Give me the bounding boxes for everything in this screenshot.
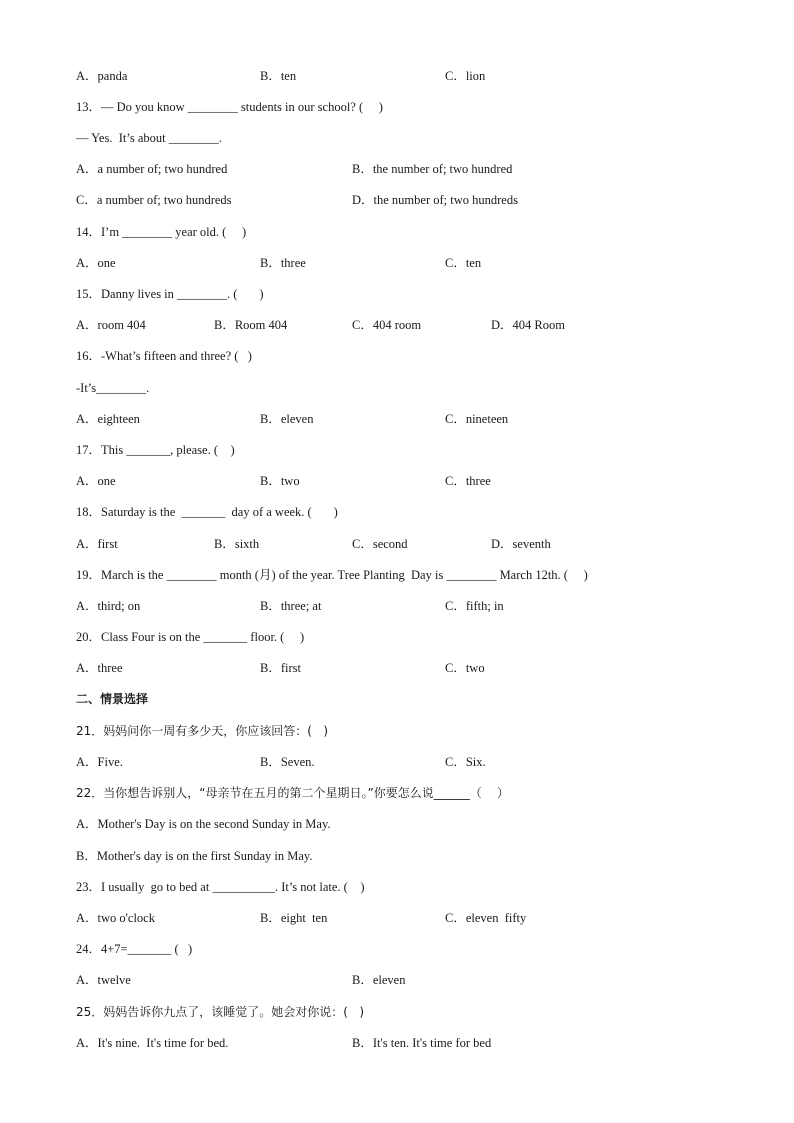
q19-option-c: C．fifth; in	[445, 599, 504, 613]
q14-stem: 14．I’m ________ year old. ( )	[76, 225, 247, 239]
q12-option-b: B．ten	[260, 69, 297, 83]
q16-stem: 16．-What’s fifteen and three? ( )	[76, 349, 252, 363]
q23-option-a: A．two o'clock	[76, 911, 155, 925]
q17-options	[76, 472, 726, 490]
q21-option-b: B．Seven.	[260, 755, 315, 769]
q13-answer-line: — Yes. It’s about ________.	[76, 131, 222, 145]
q24-stem: 24．4+7=_______ ( )	[76, 942, 193, 956]
q25-stem: 25．妈妈告诉你九点了，该睡觉了。她会对你说：( )	[76, 1005, 365, 1019]
q16-answer-line: -It’s________.	[76, 381, 150, 395]
q18-option-d: D．seventh	[491, 537, 551, 551]
q16-option-b: B．eleven	[260, 412, 314, 426]
q21-stem: 21．妈妈问你一周有多少天，你应该回答：( )	[76, 724, 329, 738]
q22-option-b: B．Mother's day is on the first Sunday in May.	[76, 849, 313, 863]
q20-stem: 20．Class Four is on the _______ floor. ( )	[76, 630, 305, 644]
q16-option-a: A．eighteen	[76, 412, 140, 426]
q17-stem: 17．This _______, please. ( )	[76, 443, 235, 457]
q14-option-c: C．ten	[445, 256, 482, 270]
q21-option-a: A．Five.	[76, 755, 123, 769]
q13-option-c: C．a number of; two hundreds	[76, 193, 232, 207]
q18-option-a: A．first	[76, 537, 118, 551]
q12-option-c: C．lion	[445, 69, 486, 83]
q20-option-b: B．first	[260, 661, 301, 675]
section-heading: 二、情景选择	[76, 692, 149, 706]
q17-option-b: B．two	[260, 474, 300, 488]
q14-option-b: B．three	[260, 256, 306, 270]
q15-option-c: C．404 room	[352, 318, 422, 332]
q15-option-b: B．Room 404	[214, 318, 288, 332]
q15-stem: 15．Danny lives in ________. ( )	[76, 287, 264, 301]
q18-option-b: B．sixth	[214, 537, 260, 551]
q19-option-b: B．three; at	[260, 599, 322, 613]
q15-option-a: A．room 404	[76, 318, 146, 332]
q14-options	[76, 254, 726, 272]
q12-option-a: A．panda	[76, 69, 128, 83]
q18-stem: 18．Saturday is the _______ day of a week. ( )	[76, 505, 338, 519]
q17-option-c: C．three	[445, 474, 491, 488]
q23-option-c: C．eleven fifty	[445, 911, 527, 925]
q25-option-a: A．It's nine. It's time for bed.	[76, 1036, 229, 1050]
q18-option-c: C．second	[352, 537, 408, 551]
q22-stem: 22．当你想告诉别人，“母亲节在五月的第二个星期日。”你要怎么说______（ ）	[76, 786, 509, 800]
q13-options-row1	[76, 160, 726, 178]
q24-option-a: A．twelve	[76, 973, 131, 987]
q16-options	[76, 410, 726, 428]
q21-option-c: C．Six.	[445, 755, 486, 769]
q13-option-a: A．a number of; two hundred	[76, 162, 228, 176]
q20-option-a: A．three	[76, 661, 123, 675]
q22-option-a: A．Mother's Day is on the second Sunday in May.	[76, 817, 331, 831]
q19-stem: 19．March is the ________ month (月) of the year. Tree Planting Day is ________ March 12th. ( )	[76, 568, 588, 582]
q25-option-b: B．It's ten. It's time for bed	[352, 1036, 492, 1050]
q15-option-d: D．404 Room	[491, 318, 565, 332]
q23-option-b: B．eight ten	[260, 911, 328, 925]
q18-options	[76, 535, 726, 553]
q13-option-d: D．the number of; two hundreds	[352, 193, 518, 207]
q17-option-a: A．one	[76, 474, 116, 488]
q19-options	[76, 597, 726, 615]
q13-option-b: B．the number of; two hundred	[352, 162, 513, 176]
q16-option-c: C．nineteen	[445, 412, 509, 426]
q23-options	[76, 909, 726, 927]
q25-options	[76, 1034, 726, 1052]
q13-options-row2	[76, 191, 726, 209]
q14-option-a: A．one	[76, 256, 116, 270]
q24-option-b: B．eleven	[352, 973, 406, 987]
q13-stem: 13．— Do you know ________ students in our school? ( )	[76, 100, 383, 114]
q21-options	[76, 753, 726, 771]
q20-options	[76, 659, 726, 677]
q20-option-c: C．two	[445, 661, 485, 675]
q24-options	[76, 971, 726, 989]
q15-options	[76, 316, 726, 334]
q23-stem: 23．I usually go to bed at __________. It’s not late. ( )	[76, 880, 365, 894]
q19-option-a: A．third; on	[76, 599, 141, 613]
q12-options	[76, 67, 726, 85]
